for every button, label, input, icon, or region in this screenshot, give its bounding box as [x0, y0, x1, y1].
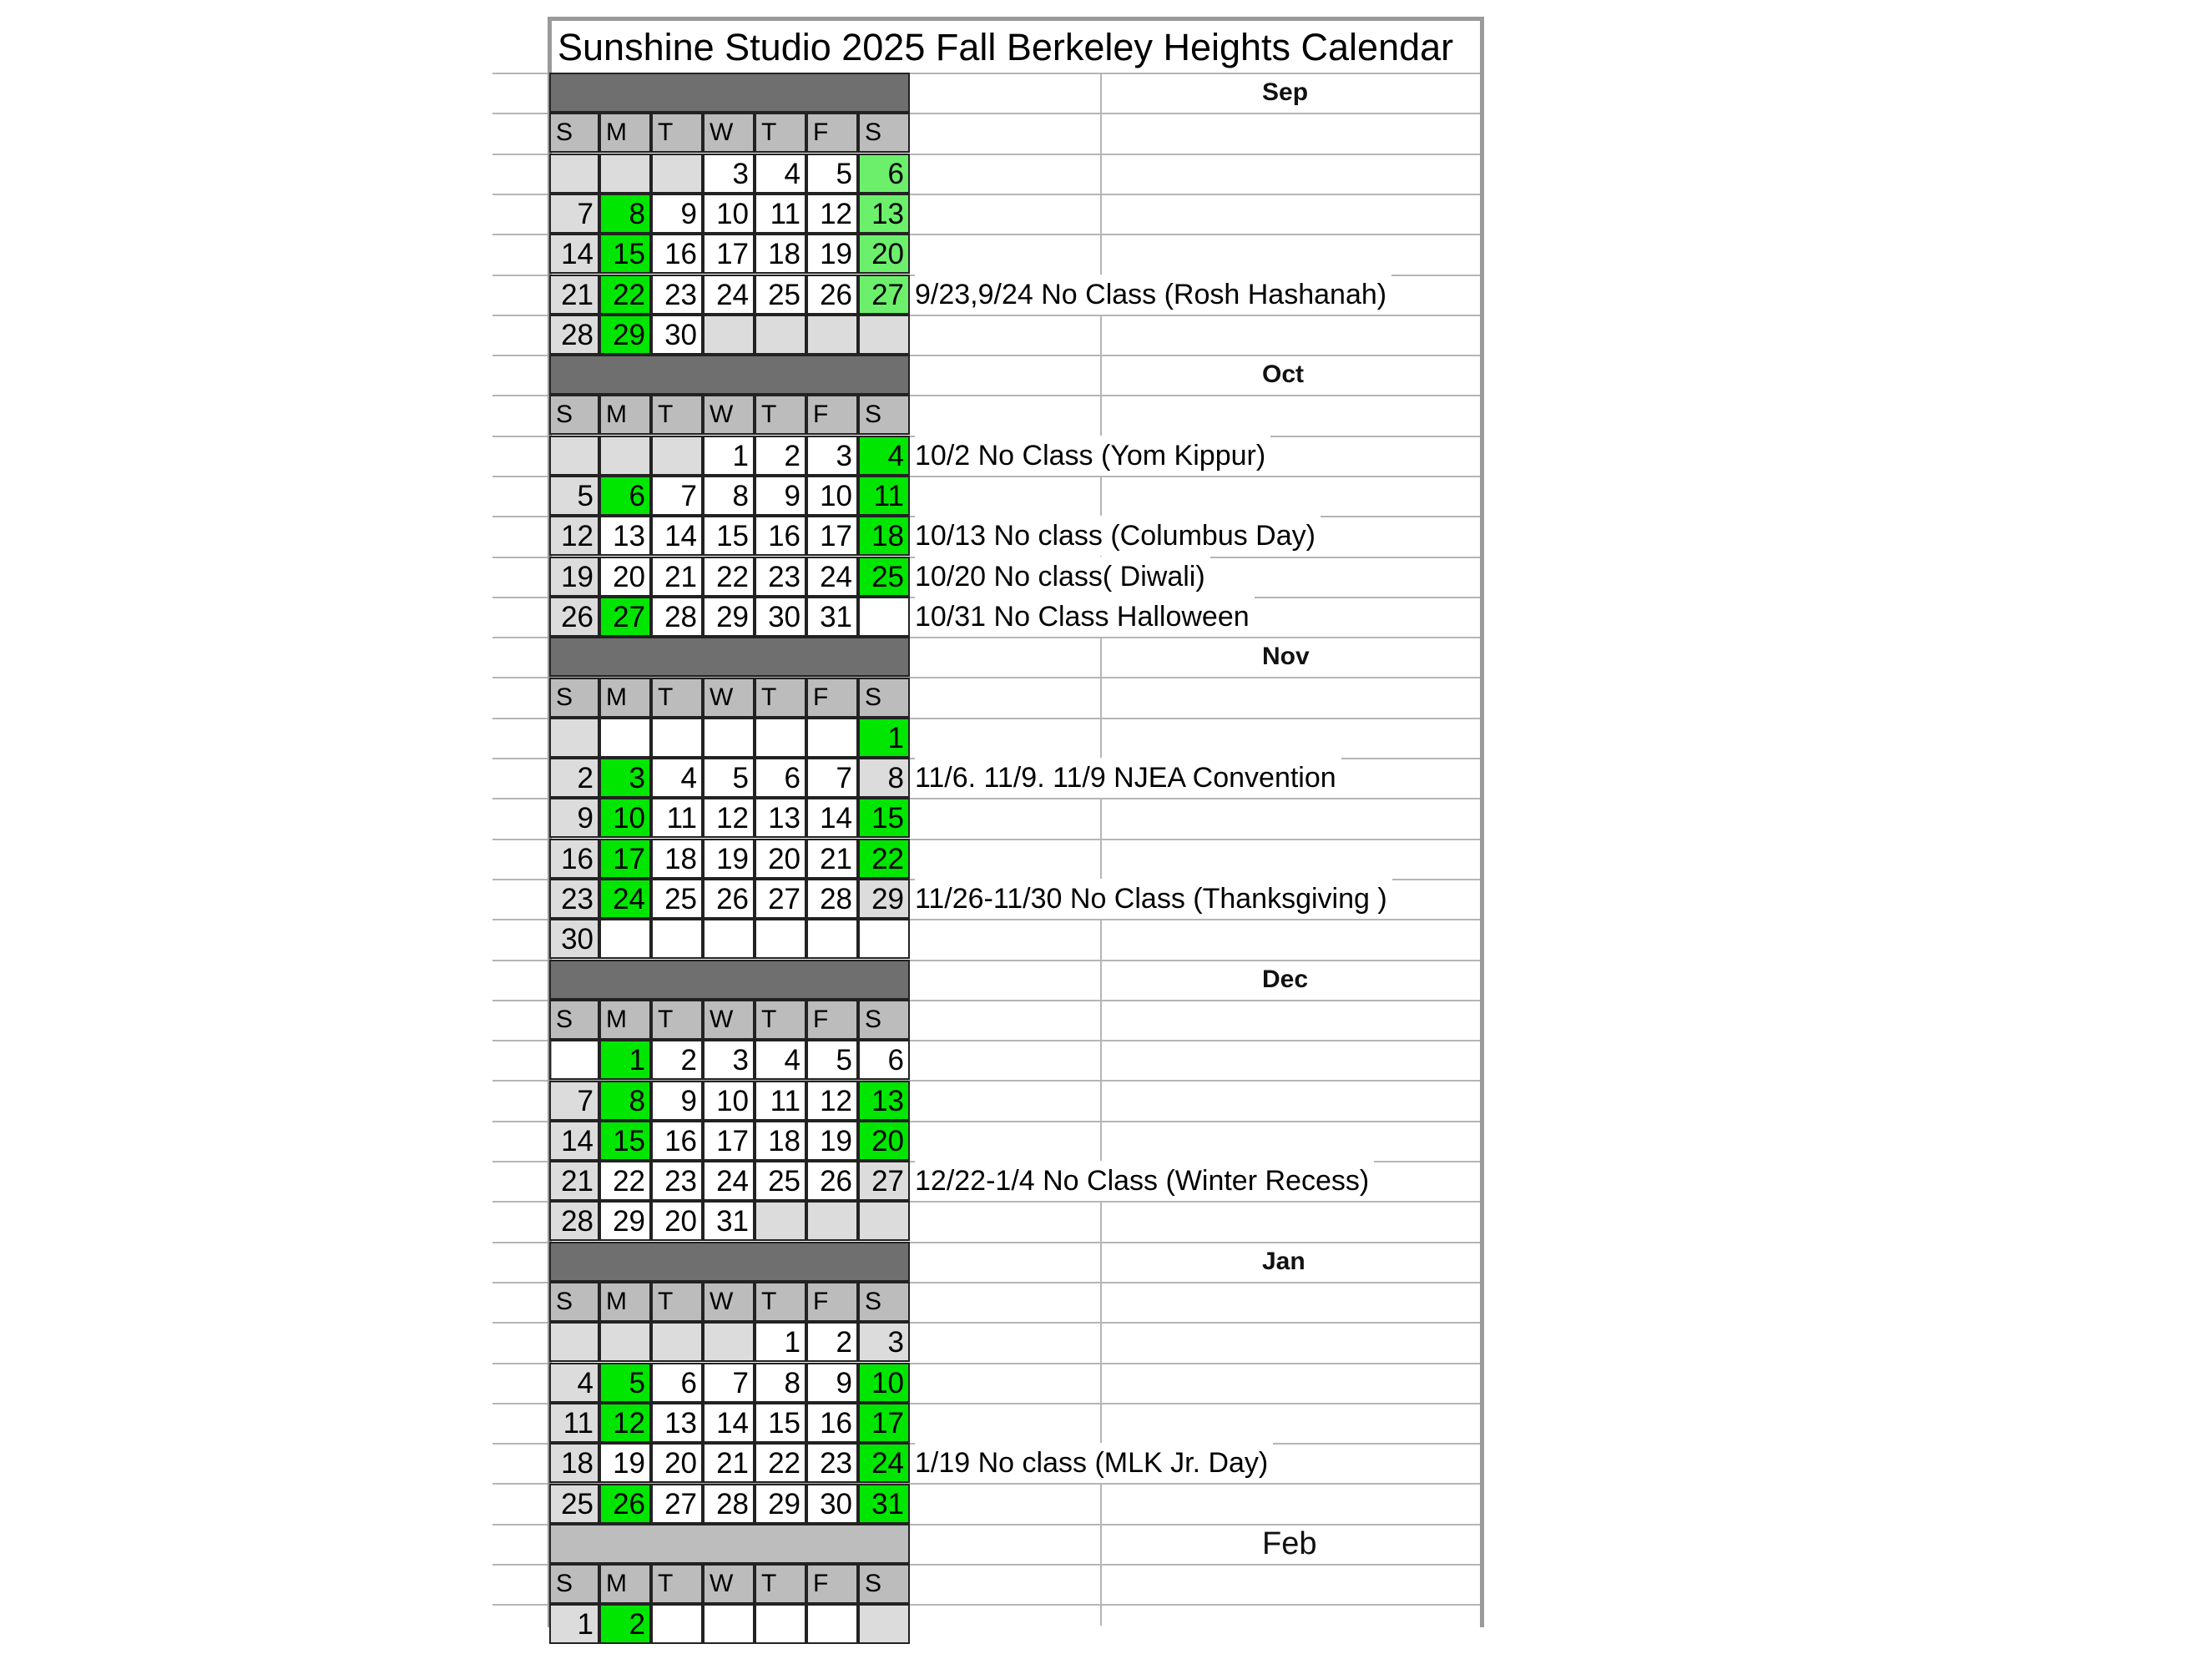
day-header: T: [755, 678, 806, 718]
day-cell: 31: [703, 1201, 755, 1241]
day-cell: 17: [703, 1121, 755, 1161]
day-cell: 4: [651, 758, 703, 798]
day-cell: 5: [599, 1363, 651, 1403]
day-cell: 22: [755, 1443, 806, 1483]
day-header: S: [858, 1000, 910, 1040]
day-cell: 16: [549, 839, 599, 879]
day-cell: 10: [806, 476, 858, 516]
day-header: S: [549, 113, 599, 153]
day-cell: 29: [858, 879, 910, 919]
day-cell: 28: [651, 597, 703, 637]
month-label: Nov: [1262, 643, 1310, 670]
day-cell: 19: [703, 839, 755, 879]
day-cell: 22: [703, 557, 755, 597]
day-header: T: [651, 1564, 703, 1604]
day-header: W: [703, 1282, 755, 1322]
day-cell: [703, 919, 755, 959]
day-cell: 15: [703, 516, 755, 556]
day-cell: 13: [858, 194, 910, 234]
day-cell: 23: [651, 275, 703, 315]
day-cell: 8: [599, 1081, 651, 1121]
day-cell: 10: [858, 1363, 910, 1403]
day-header: W: [703, 113, 755, 153]
month-label: Sep: [1262, 78, 1309, 106]
month-header-bar: [549, 73, 1309, 113]
day-cell: 13: [651, 1403, 703, 1443]
day-cell: [549, 154, 599, 194]
day-cell: 17: [703, 234, 755, 274]
day-cell: 5: [806, 154, 858, 194]
day-cell: 6: [858, 1040, 910, 1080]
day-cell: [651, 1604, 703, 1644]
day-cell: 6: [858, 154, 910, 194]
day-header: W: [703, 1564, 755, 1604]
day-cell: 27: [599, 597, 651, 637]
page-title: Sunshine Studio 2025 Fall Berkeley Heights Calendar: [558, 26, 1454, 68]
day-header: T: [755, 1564, 806, 1604]
day-cell: 16: [755, 516, 806, 556]
day-cell: [549, 1040, 599, 1080]
day-cell: 7: [806, 758, 858, 798]
day-cell: 12: [549, 516, 599, 556]
day-cell: 6: [599, 476, 651, 516]
day-cell: 5: [806, 1040, 858, 1080]
closure-note: 9/23,9/24 No Class (Rosh Hashanah): [915, 275, 1391, 315]
day-cell: 20: [651, 1201, 703, 1241]
day-cell: [651, 1322, 703, 1362]
day-cell: 16: [806, 1403, 858, 1443]
day-cell: 3: [599, 758, 651, 798]
day-cell: 7: [651, 476, 703, 516]
day-cell: 25: [858, 557, 910, 597]
day-cell: 14: [651, 516, 703, 556]
month-label: Jan: [1262, 1248, 1305, 1275]
day-cell: [549, 1322, 599, 1362]
month-header-bar: [549, 960, 1309, 1000]
month-header-bar: [549, 1524, 1317, 1564]
day-header: M: [599, 1282, 651, 1322]
day-cell: 25: [651, 879, 703, 919]
day-cell: 9: [651, 1081, 703, 1121]
day-cell: 21: [549, 1161, 599, 1201]
day-header: S: [549, 678, 599, 718]
day-header: W: [703, 1000, 755, 1040]
day-cell: 21: [549, 275, 599, 315]
closure-note: 10/20 No class( Diwali): [915, 557, 1210, 597]
day-cell: 20: [858, 234, 910, 274]
day-cell: 29: [703, 597, 755, 637]
day-cell: 2: [549, 758, 599, 798]
month-header-bar: [549, 1242, 1305, 1282]
day-cell: 25: [755, 275, 806, 315]
day-header: F: [806, 1000, 858, 1040]
day-cell: 28: [806, 879, 858, 919]
day-header: W: [703, 678, 755, 718]
day-header: S: [858, 395, 910, 435]
day-cell: 21: [651, 557, 703, 597]
day-header: M: [599, 395, 651, 435]
day-cell: 14: [806, 798, 858, 838]
day-cell: 22: [858, 839, 910, 879]
day-cell: 12: [599, 1403, 651, 1443]
day-cell: 27: [651, 1484, 703, 1524]
day-cell: 3: [806, 436, 858, 476]
day-header: F: [806, 395, 858, 435]
closure-note: 12/22-1/4 No Class (Winter Recess): [915, 1161, 1374, 1201]
day-header: F: [806, 1282, 858, 1322]
day-cell: 4: [858, 436, 910, 476]
day-cell: 25: [549, 1484, 599, 1524]
day-cell: [703, 1604, 755, 1644]
day-cell: 23: [806, 1443, 858, 1483]
day-cell: 24: [703, 275, 755, 315]
day-cell: 17: [599, 839, 651, 879]
day-cell: 31: [806, 597, 858, 637]
day-header: M: [599, 113, 651, 153]
day-cell: 1: [755, 1322, 806, 1362]
day-header: T: [755, 395, 806, 435]
day-cell: 16: [651, 234, 703, 274]
day-cell: 20: [599, 557, 651, 597]
day-cell: 18: [858, 516, 910, 556]
day-cell: [806, 315, 858, 355]
day-cell: [651, 436, 703, 476]
day-cell: 10: [703, 1081, 755, 1121]
day-cell: 23: [755, 557, 806, 597]
day-cell: 11: [651, 798, 703, 838]
day-cell: [806, 718, 858, 758]
day-header: M: [599, 1000, 651, 1040]
month-header-bar: [549, 355, 1305, 395]
day-cell: 27: [858, 275, 910, 315]
day-cell: 29: [755, 1484, 806, 1524]
day-cell: 18: [549, 1443, 599, 1483]
day-cell: 10: [703, 194, 755, 234]
day-header: M: [599, 678, 651, 718]
closure-note: 10/31 No Class Halloween: [915, 597, 1255, 637]
day-cell: 9: [755, 476, 806, 516]
day-cell: 31: [858, 1484, 910, 1524]
day-cell: [651, 154, 703, 194]
day-cell: 28: [549, 1201, 599, 1241]
day-cell: 11: [858, 476, 910, 516]
day-cell: 15: [858, 798, 910, 838]
day-cell: [549, 436, 599, 476]
day-cell: 12: [806, 1081, 858, 1121]
day-cell: [599, 436, 651, 476]
month-header-bar: [549, 637, 1310, 677]
day-cell: 7: [549, 1081, 599, 1121]
day-cell: [549, 718, 599, 758]
closure-note: 1/19 No class (MLK Jr. Day): [915, 1443, 1273, 1483]
day-cell: 24: [806, 557, 858, 597]
day-cell: 14: [549, 1121, 599, 1161]
day-cell: 6: [651, 1363, 703, 1403]
day-cell: 9: [549, 798, 599, 838]
day-cell: 5: [703, 758, 755, 798]
day-cell: [755, 718, 806, 758]
day-cell: 1: [599, 1040, 651, 1080]
day-header: T: [651, 678, 703, 718]
day-cell: 11: [549, 1403, 599, 1443]
day-cell: 13: [858, 1081, 910, 1121]
day-cell: 2: [651, 1040, 703, 1080]
day-cell: 30: [549, 919, 599, 959]
day-cell: [806, 919, 858, 959]
day-cell: 30: [806, 1484, 858, 1524]
day-cell: 16: [651, 1121, 703, 1161]
closure-note: 10/2 No Class (Yom Kippur): [915, 436, 1270, 476]
day-cell: 7: [703, 1363, 755, 1403]
day-cell: 8: [858, 758, 910, 798]
day-cell: [599, 154, 651, 194]
day-header: F: [806, 1564, 858, 1604]
closure-note: 11/6. 11/9. 11/9 NJEA Convention: [915, 758, 1341, 798]
day-cell: [755, 919, 806, 959]
day-cell: [599, 718, 651, 758]
day-cell: 26: [549, 597, 599, 637]
day-cell: 8: [755, 1363, 806, 1403]
day-header: S: [858, 1282, 910, 1322]
day-cell: [858, 597, 910, 637]
day-cell: 1: [703, 436, 755, 476]
day-cell: 24: [599, 879, 651, 919]
day-cell: 7: [549, 194, 599, 234]
day-cell: 17: [806, 516, 858, 556]
day-cell: 19: [599, 1443, 651, 1483]
day-cell: [806, 1201, 858, 1241]
day-cell: 13: [599, 516, 651, 556]
day-header: F: [806, 678, 858, 718]
day-header: F: [806, 113, 858, 153]
day-header: T: [651, 113, 703, 153]
day-cell: 1: [549, 1604, 599, 1644]
day-header: M: [599, 1564, 651, 1604]
day-cell: 26: [599, 1484, 651, 1524]
day-cell: 15: [755, 1403, 806, 1443]
day-cell: 9: [806, 1363, 858, 1403]
day-cell: 3: [703, 1040, 755, 1080]
day-cell: 30: [755, 597, 806, 637]
day-header: S: [549, 1282, 599, 1322]
month-label: Feb: [1262, 1525, 1317, 1561]
day-header: S: [549, 1564, 599, 1604]
day-header: S: [858, 113, 910, 153]
day-cell: 24: [858, 1443, 910, 1483]
day-cell: 22: [599, 1161, 651, 1201]
day-cell: 13: [755, 798, 806, 838]
day-cell: [599, 919, 651, 959]
day-header: T: [651, 1000, 703, 1040]
day-cell: [651, 718, 703, 758]
day-cell: 27: [858, 1161, 910, 1201]
day-cell: [651, 919, 703, 959]
day-cell: 11: [755, 1081, 806, 1121]
day-cell: 19: [549, 557, 599, 597]
day-cell: 29: [599, 1201, 651, 1241]
day-cell: [858, 315, 910, 355]
month-label: Dec: [1262, 966, 1309, 993]
day-cell: 19: [806, 234, 858, 274]
day-header: T: [651, 1282, 703, 1322]
day-header: S: [858, 678, 910, 718]
day-cell: 8: [703, 476, 755, 516]
day-cell: 27: [755, 879, 806, 919]
day-cell: 6: [755, 758, 806, 798]
day-cell: [755, 315, 806, 355]
day-cell: 20: [858, 1121, 910, 1161]
day-cell: 3: [703, 154, 755, 194]
day-cell: 18: [651, 839, 703, 879]
day-cell: 15: [599, 1121, 651, 1161]
day-cell: 25: [755, 1161, 806, 1201]
day-cell: 21: [703, 1443, 755, 1483]
day-cell: [703, 315, 755, 355]
day-cell: [858, 919, 910, 959]
day-cell: [755, 1201, 806, 1241]
day-cell: 28: [549, 315, 599, 355]
day-cell: 26: [806, 1161, 858, 1201]
day-cell: 4: [755, 154, 806, 194]
day-cell: 9: [651, 194, 703, 234]
day-cell: [755, 1604, 806, 1644]
day-header: T: [651, 395, 703, 435]
day-cell: 26: [806, 275, 858, 315]
day-header: S: [858, 1564, 910, 1604]
day-cell: 23: [651, 1161, 703, 1201]
closure-note: 11/26-11/30 No Class (Thanksgiving ): [915, 879, 1392, 919]
day-cell: [858, 1201, 910, 1241]
day-header: W: [703, 395, 755, 435]
day-cell: [599, 1322, 651, 1362]
day-cell: 22: [599, 275, 651, 315]
day-header: S: [549, 395, 599, 435]
day-cell: 29: [599, 315, 651, 355]
day-cell: 12: [703, 798, 755, 838]
day-cell: 19: [806, 1121, 858, 1161]
day-cell: [858, 1604, 910, 1644]
day-cell: 2: [755, 436, 806, 476]
day-cell: 2: [599, 1604, 651, 1644]
day-cell: 14: [549, 234, 599, 274]
closure-note: 10/13 No class (Columbus Day): [915, 516, 1321, 556]
day-cell: 4: [755, 1040, 806, 1080]
day-cell: 1: [858, 718, 910, 758]
day-cell: 10: [599, 798, 651, 838]
day-cell: 18: [755, 234, 806, 274]
day-cell: 24: [703, 1161, 755, 1201]
day-cell: 2: [806, 1322, 858, 1362]
day-cell: 4: [549, 1363, 599, 1403]
day-cell: 30: [651, 315, 703, 355]
day-cell: 12: [806, 194, 858, 234]
day-header: S: [549, 1000, 599, 1040]
day-header: T: [755, 1000, 806, 1040]
day-cell: 23: [549, 879, 599, 919]
month-label: Oct: [1262, 361, 1305, 388]
day-cell: 5: [549, 476, 599, 516]
day-header: T: [755, 113, 806, 153]
day-cell: 14: [703, 1403, 755, 1443]
day-cell: 18: [755, 1121, 806, 1161]
day-cell: 21: [806, 839, 858, 879]
day-cell: 8: [599, 194, 651, 234]
day-cell: [703, 1322, 755, 1362]
day-cell: 3: [858, 1322, 910, 1362]
day-cell: 15: [599, 234, 651, 274]
day-cell: [703, 718, 755, 758]
day-cell: 20: [755, 839, 806, 879]
day-cell: 20: [651, 1443, 703, 1483]
day-cell: 11: [755, 194, 806, 234]
day-header: T: [755, 1282, 806, 1322]
day-cell: 28: [703, 1484, 755, 1524]
day-cell: 26: [703, 879, 755, 919]
day-cell: 17: [858, 1403, 910, 1443]
day-cell: [806, 1604, 858, 1644]
